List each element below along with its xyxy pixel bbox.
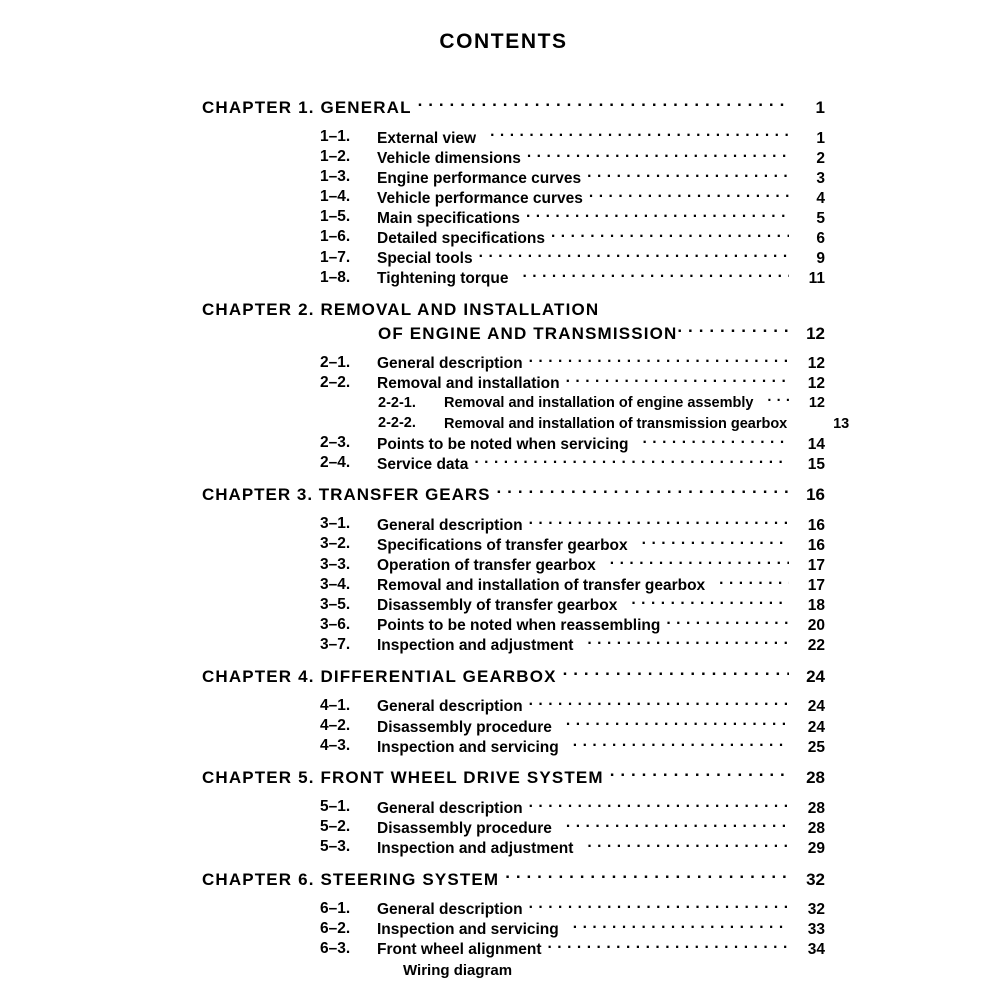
dot-leader <box>719 575 789 591</box>
toc-section-title: Specifications of transfer gearbox <box>377 536 628 554</box>
toc-section-number: 3–2. <box>320 535 351 553</box>
toc-section-row[interactable] <box>0 187 1007 207</box>
footer-note: Wiring diagram <box>403 962 513 979</box>
chapter-spacer <box>0 288 1007 298</box>
toc-chapter-row-continuation[interactable] <box>0 322 1007 346</box>
toc-section-row[interactable] <box>0 837 1007 857</box>
toc-section-number: 1–4. <box>320 188 351 206</box>
toc-section-title: Special tools <box>377 250 473 268</box>
dot-leader <box>529 696 789 712</box>
section-spacer <box>0 507 1007 514</box>
toc-section-row[interactable] <box>0 127 1007 147</box>
dot-leader <box>529 353 789 369</box>
toc-chapter-row[interactable] <box>0 483 1007 507</box>
toc-section-title: Vehicle performance curves <box>377 189 583 207</box>
section-spacer <box>0 689 1007 696</box>
toc-page-number: 17 <box>807 577 825 595</box>
toc-chapter-title-continuation: OF ENGINE AND TRANSMISSION <box>378 323 678 343</box>
toc-section-number: 2–4. <box>320 454 351 472</box>
toc-section-number: 3–4. <box>320 575 351 593</box>
toc-page-number: 3 <box>816 169 825 187</box>
toc-section-title: General description <box>377 901 523 919</box>
toc-chapter-title: CHAPTER 3. TRANSFER GEARS <box>202 485 491 505</box>
dot-leader <box>610 766 789 783</box>
toc-page-number: 24 <box>807 698 825 716</box>
toc-page-number: 24 <box>806 666 825 686</box>
toc-section-row[interactable] <box>0 736 1007 756</box>
toc-section-row[interactable] <box>0 268 1007 288</box>
toc-section-title: Points to be noted when servicing <box>377 435 629 453</box>
toc-chapter-title: CHAPTER 5. FRONT WHEEL DRIVE SYSTEM <box>202 768 604 788</box>
section-spacer <box>0 790 1007 797</box>
dot-leader <box>526 207 789 223</box>
toc-section-row[interactable] <box>0 555 1007 575</box>
page-title: CONTENTS <box>439 30 568 53</box>
toc-section-number: 3–1. <box>320 515 351 533</box>
toc-page-number: 20 <box>807 617 825 635</box>
toc-section-row[interactable] <box>0 575 1007 595</box>
dot-leader <box>529 514 789 530</box>
section-spacer <box>0 346 1007 353</box>
toc-page-number: 6 <box>816 229 825 247</box>
dot-leader <box>566 716 789 732</box>
toc-section-title: Inspection and servicing <box>377 738 559 756</box>
toc-section-number: 2-2-2. <box>378 415 416 432</box>
toc-section-title: Disassembly procedure <box>377 718 552 736</box>
toc-section-title: Tightening torque <box>377 270 509 288</box>
toc-section-title: Inspection and adjustment <box>377 637 574 655</box>
toc-section-row[interactable] <box>0 919 1007 939</box>
dot-leader <box>547 939 789 955</box>
toc-page-number: 33 <box>807 921 825 939</box>
toc-page-number: 24 <box>807 718 825 736</box>
chapter-spacer <box>0 655 1007 665</box>
toc-page-number: 5 <box>816 209 825 227</box>
chapter-spacer <box>0 858 1007 868</box>
toc-page-number: 28 <box>807 799 825 817</box>
toc-section-number: 5–3. <box>320 838 351 856</box>
toc-section-row[interactable] <box>0 716 1007 736</box>
toc-page-number: 15 <box>807 455 825 473</box>
dot-leader <box>529 899 789 915</box>
toc-section-title: Removal and installation <box>377 375 560 393</box>
dot-leader <box>527 147 789 163</box>
toc-section-number: 1–8. <box>320 268 351 286</box>
dot-leader <box>587 837 789 853</box>
toc-page-number: 1 <box>815 98 825 117</box>
dot-leader <box>474 453 789 469</box>
dot-leader <box>479 248 789 264</box>
toc-section-row[interactable] <box>0 248 1007 268</box>
toc-section-title: Disassembly of transfer gearbox <box>377 597 618 615</box>
toc-page-number: 28 <box>806 768 825 788</box>
toc-section-row[interactable] <box>0 147 1007 167</box>
toc-page-number: 4 <box>816 189 825 207</box>
toc-chapter-title: CHAPTER 4. DIFFERENTIAL GEARBOX <box>202 666 557 686</box>
dot-leader <box>589 187 789 203</box>
toc-page-number: 25 <box>807 738 825 756</box>
dot-leader <box>677 322 789 339</box>
toc-section-row[interactable] <box>0 353 1007 373</box>
dot-leader <box>642 433 789 449</box>
toc-page-number: 16 <box>806 485 825 505</box>
table-of-contents <box>0 96 1007 959</box>
toc-section-title: Inspection and servicing <box>377 921 559 939</box>
toc-page-number: 12 <box>807 375 825 393</box>
toc-page-number: 11 <box>808 270 825 288</box>
toc-section-number: 3–3. <box>320 555 351 573</box>
dot-leader <box>566 817 789 833</box>
toc-page-number: 32 <box>806 869 825 889</box>
toc-section-title: Removal and installation of transmission gearbox <box>444 415 788 432</box>
toc-section-title: Inspection and adjustment <box>377 839 574 857</box>
toc-section-number: 3–7. <box>320 635 351 653</box>
toc-page-number: 16 <box>807 536 825 554</box>
toc-subsection-row[interactable] <box>0 393 1007 413</box>
toc-section-number: 4–2. <box>320 717 351 735</box>
toc-section-row[interactable] <box>0 797 1007 817</box>
toc-page-number: 12 <box>807 355 825 373</box>
toc-section-number: 5–2. <box>320 818 351 836</box>
toc-page-number: 34 <box>807 941 825 959</box>
toc-section-number: 1–7. <box>320 248 351 266</box>
chapter-spacer <box>0 473 1007 483</box>
toc-section-title: Service data <box>377 455 469 473</box>
toc-page-number: 2 <box>816 149 825 167</box>
toc-section-title: Vehicle dimensions <box>377 149 521 167</box>
toc-section-row[interactable] <box>0 696 1007 716</box>
toc-page-number: 1 <box>816 129 825 147</box>
toc-section-row[interactable] <box>0 899 1007 919</box>
toc-section-row[interactable] <box>0 635 1007 655</box>
dot-leader <box>563 665 789 682</box>
dot-leader <box>529 797 789 813</box>
dot-leader <box>490 127 789 143</box>
toc-section-row[interactable] <box>0 514 1007 534</box>
toc-page-number: 9 <box>816 250 825 268</box>
toc-page-number: 22 <box>807 637 825 655</box>
toc-section-title: General description <box>377 516 523 534</box>
toc-section-number: 6–2. <box>320 919 351 937</box>
dot-leader <box>497 483 789 500</box>
toc-section-number: 1–5. <box>320 208 351 226</box>
dot-leader <box>522 268 789 284</box>
toc-section-title: Detailed specifications <box>377 229 545 247</box>
toc-section-title: Front wheel alignment <box>377 941 542 959</box>
toc-section-row[interactable] <box>0 817 1007 837</box>
toc-chapter-title: CHAPTER 6. STEERING SYSTEM <box>202 869 500 889</box>
toc-section-title: External view <box>377 129 477 147</box>
dot-leader <box>566 373 789 389</box>
dot-leader <box>605 298 789 315</box>
toc-section-number: 2-2-1. <box>378 394 416 411</box>
toc-section-title: General description <box>377 355 523 373</box>
toc-section-title: Removal and installation of engine assembly <box>444 395 754 412</box>
toc-section-row[interactable] <box>0 595 1007 615</box>
toc-section-number: 2–3. <box>320 434 351 452</box>
section-spacer <box>0 892 1007 899</box>
toc-chapter-title: CHAPTER 2. REMOVAL AND INSTALLATION <box>202 299 600 319</box>
toc-section-title: General description <box>377 698 523 716</box>
chapter-spacer <box>0 756 1007 766</box>
toc-section-title: General description <box>377 799 523 817</box>
toc-section-number: 3–5. <box>320 595 351 613</box>
toc-section-row[interactable] <box>0 534 1007 554</box>
toc-section-title: Points to be noted when reassembling <box>377 617 661 635</box>
dot-leader <box>610 555 789 571</box>
toc-chapter-title: CHAPTER 1. GENERAL <box>202 98 412 117</box>
toc-page-number: 12 <box>806 323 825 343</box>
dot-leader <box>573 736 789 752</box>
dot-leader <box>767 393 789 408</box>
toc-section-number: 1–3. <box>320 168 351 186</box>
toc-section-row[interactable] <box>0 207 1007 227</box>
toc-section-row[interactable] <box>0 615 1007 635</box>
toc-section-title: Removal and installation of transfer gearbox <box>377 577 706 595</box>
dot-leader <box>666 615 789 631</box>
toc-section-number: 1–2. <box>320 148 351 166</box>
dot-leader <box>631 595 789 611</box>
dot-leader <box>587 167 789 183</box>
toc-section-number: 4–1. <box>320 696 351 714</box>
toc-section-title: Disassembly procedure <box>377 819 552 837</box>
toc-section-row[interactable] <box>0 227 1007 247</box>
toc-section-number: 1–1. <box>320 128 351 145</box>
toc-section-number: 1–6. <box>320 228 351 246</box>
toc-section-row[interactable] <box>0 939 1007 959</box>
toc-chapter-row[interactable] <box>0 868 1007 892</box>
toc-section-number: 6–1. <box>320 899 351 917</box>
toc-page-number: 18 <box>807 597 825 615</box>
toc-chapter-row[interactable] <box>0 766 1007 790</box>
toc-page-number: 29 <box>807 839 825 857</box>
toc-page-number: 12 <box>808 395 825 412</box>
dot-leader <box>505 868 789 885</box>
toc-section-title: Operation of transfer gearbox <box>377 557 596 574</box>
toc-page-number: 28 <box>807 819 825 837</box>
toc-section-row[interactable] <box>0 373 1007 393</box>
toc-section-title: Engine performance curves <box>377 169 582 187</box>
toc-page-number: 32 <box>807 901 825 919</box>
toc-subsection-row[interactable] <box>0 413 1007 433</box>
toc-chapter-row[interactable] <box>0 665 1007 689</box>
toc-section-row[interactable] <box>0 167 1007 187</box>
toc-section-row[interactable] <box>0 453 1007 473</box>
toc-section-number: 4–3. <box>320 737 351 755</box>
dot-leader <box>587 635 789 651</box>
dot-leader <box>418 96 789 113</box>
dot-leader <box>573 919 789 935</box>
toc-section-number: 6–3. <box>320 939 351 957</box>
toc-section-number: 2–1. <box>320 353 351 371</box>
dot-leader <box>642 534 789 550</box>
toc-section-row[interactable] <box>0 433 1007 453</box>
toc-chapter-row[interactable] <box>0 298 1007 322</box>
toc-page-number: 14 <box>807 435 825 453</box>
toc-page-number: 16 <box>807 516 825 534</box>
toc-page-number: 17 <box>807 557 825 574</box>
dot-leader <box>551 227 789 243</box>
toc-section-number: 3–6. <box>320 615 351 633</box>
toc-page-number: 13 <box>833 415 850 432</box>
section-spacer <box>0 120 1007 127</box>
toc-chapter-row[interactable] <box>0 96 1007 120</box>
toc-section-number: 2–2. <box>320 373 351 391</box>
toc-section-title: Main specifications <box>377 209 520 227</box>
toc-section-number: 5–1. <box>320 798 351 816</box>
